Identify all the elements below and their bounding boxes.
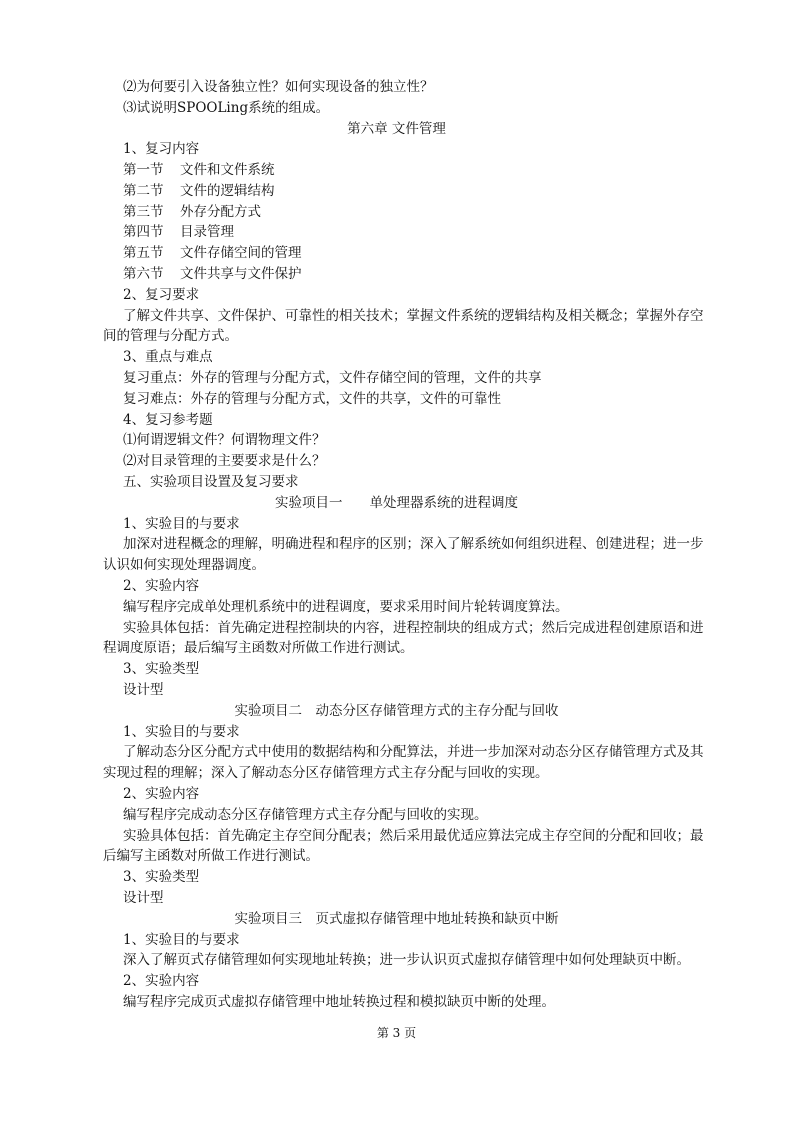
- lab1-content-text: 编写程序完成单处理机系统中的进程调度，要求采用时间片轮转调度算法。: [123, 599, 569, 615]
- section-number: 第五节: [123, 245, 164, 261]
- section-item: [123, 160, 275, 180]
- lab2-detail-text-line-2: 后编写主函数对所做工作进行测试。: [103, 848, 319, 864]
- lab1-goal-heading: 1、实验目的与要求: [123, 516, 240, 532]
- question-3: ⑶试说明SPOOLing系统的组成。: [123, 100, 330, 116]
- lab1-type-heading: 3、实验类型: [123, 661, 200, 677]
- section-number: 第六节: [123, 266, 164, 282]
- lab2-content-text: 编写程序完成动态分区存储管理方式主存分配与回收的实现。: [123, 807, 488, 823]
- lab2-type-heading: 3、实验类型: [123, 869, 200, 885]
- key-points-text: 复习重点：外存的管理与分配方式，文件存储空间的管理，文件的共享: [123, 370, 542, 386]
- section-item: [123, 202, 261, 222]
- lab3-goal-heading: 1、实验目的与要求: [123, 932, 240, 948]
- lab2-goal-text-line-2: 实现过程的理解；深入了解动态分区存储管理方式主存分配与回收的实现。: [103, 765, 549, 781]
- lab2-goal-heading: 1、实验目的与要求: [123, 724, 240, 740]
- section-number: 第四节: [123, 224, 164, 240]
- section-number: 第一节: [123, 162, 164, 178]
- reference-question-1: ⑴何谓逻辑文件？何谓物理文件？: [123, 432, 326, 448]
- reference-question-2: ⑵对目录管理的主要要求是什么？: [123, 453, 326, 469]
- lab1-goal-text-line-1: 加深对进程概念的理解，明确进程和程序的区别；深入了解系统如何组织进程、创建进程；进一步: [123, 536, 704, 552]
- section-number: 第三节: [123, 204, 164, 220]
- question-2: ⑵为何要引入设备独立性？如何实现设备的独立性？: [123, 79, 434, 95]
- review-content-heading: 1、复习内容: [123, 141, 200, 157]
- section-title: 文件和文件系统: [180, 162, 275, 178]
- lab3-content-heading: 2、实验内容: [123, 973, 200, 989]
- lab3-content-text: 编写程序完成页式虚拟存储管理中地址转换过程和模拟缺页中断的处理。: [123, 994, 555, 1010]
- difficult-points-text: 复习难点：外存的管理与分配方式，文件的共享，文件的可靠性: [123, 391, 501, 407]
- requirements-text-line-1: 了解文件共享、文件保护、可靠性的相关技术；掌握文件系统的逻辑结构及相关概念；掌握外存空: [123, 308, 704, 324]
- lab1-detail-text-line-2: 程调度原语；最后编写主函数对所做工作进行测试。: [103, 640, 414, 656]
- lab2-title: 实验项目二 动态分区存储管理方式的主存分配与回收: [234, 703, 559, 719]
- lab2-type: 设计型: [123, 890, 164, 906]
- section-item: [123, 222, 234, 242]
- section-item: [123, 243, 302, 263]
- lab2-goal-text-line-1: 了解动态分区分配方式中使用的数据结构和分配算法，并进一步加深对动态分区存储管理方式及其: [123, 744, 704, 760]
- key-points-heading: 3、重点与难点: [123, 349, 213, 365]
- requirements-text-line-2: 间的管理与分配方式。: [103, 328, 238, 344]
- section-title: 文件共享与文件保护: [180, 266, 302, 282]
- section-title: 外存分配方式: [180, 204, 261, 220]
- lab1-content-heading: 2、实验内容: [123, 578, 200, 594]
- requirements-heading: 2、复习要求: [123, 287, 200, 303]
- section-title: 文件的逻辑结构: [180, 183, 275, 199]
- section-title: 文件存储空间的管理: [180, 245, 302, 261]
- page-number: 第 3 页: [376, 1026, 417, 1040]
- section-item: [123, 264, 302, 284]
- section-number: 第二节: [123, 183, 164, 199]
- lab1-title: 实验项目一 单处理器系统的进程调度: [275, 495, 518, 511]
- lab1-type: 设计型: [123, 682, 164, 698]
- lab1-detail-text-line-1: 实验具体包括：首先确定进程控制块的内容，进程控制块的组成方式；然后完成进程创建原语和进: [123, 620, 704, 636]
- section-title: 目录管理: [180, 224, 234, 240]
- lab2-content-heading: 2、实验内容: [123, 786, 200, 802]
- lab1-goal-text-line-2: 认识如何实现处理器调度。: [103, 557, 265, 573]
- reference-questions-heading: 4、复习参考题: [123, 412, 213, 428]
- chapter-title: 第六章 文件管理: [347, 121, 446, 137]
- lab-section-heading: 五、实验项目设置及复习要求: [123, 474, 299, 490]
- section-item: [123, 181, 275, 201]
- lab2-detail-text-line-1: 实验具体包括：首先确定主存空间分配表；然后采用最优适应算法完成主存空间的分配和回收；最: [123, 828, 704, 844]
- lab3-goal-text: 深入了解页式存储管理如何实现地址转换；进一步认识页式虚拟存储管理中如何处理缺页中断。: [123, 952, 690, 968]
- lab3-title: 实验项目三 页式虚拟存储管理中地址转换和缺页中断: [234, 911, 559, 927]
